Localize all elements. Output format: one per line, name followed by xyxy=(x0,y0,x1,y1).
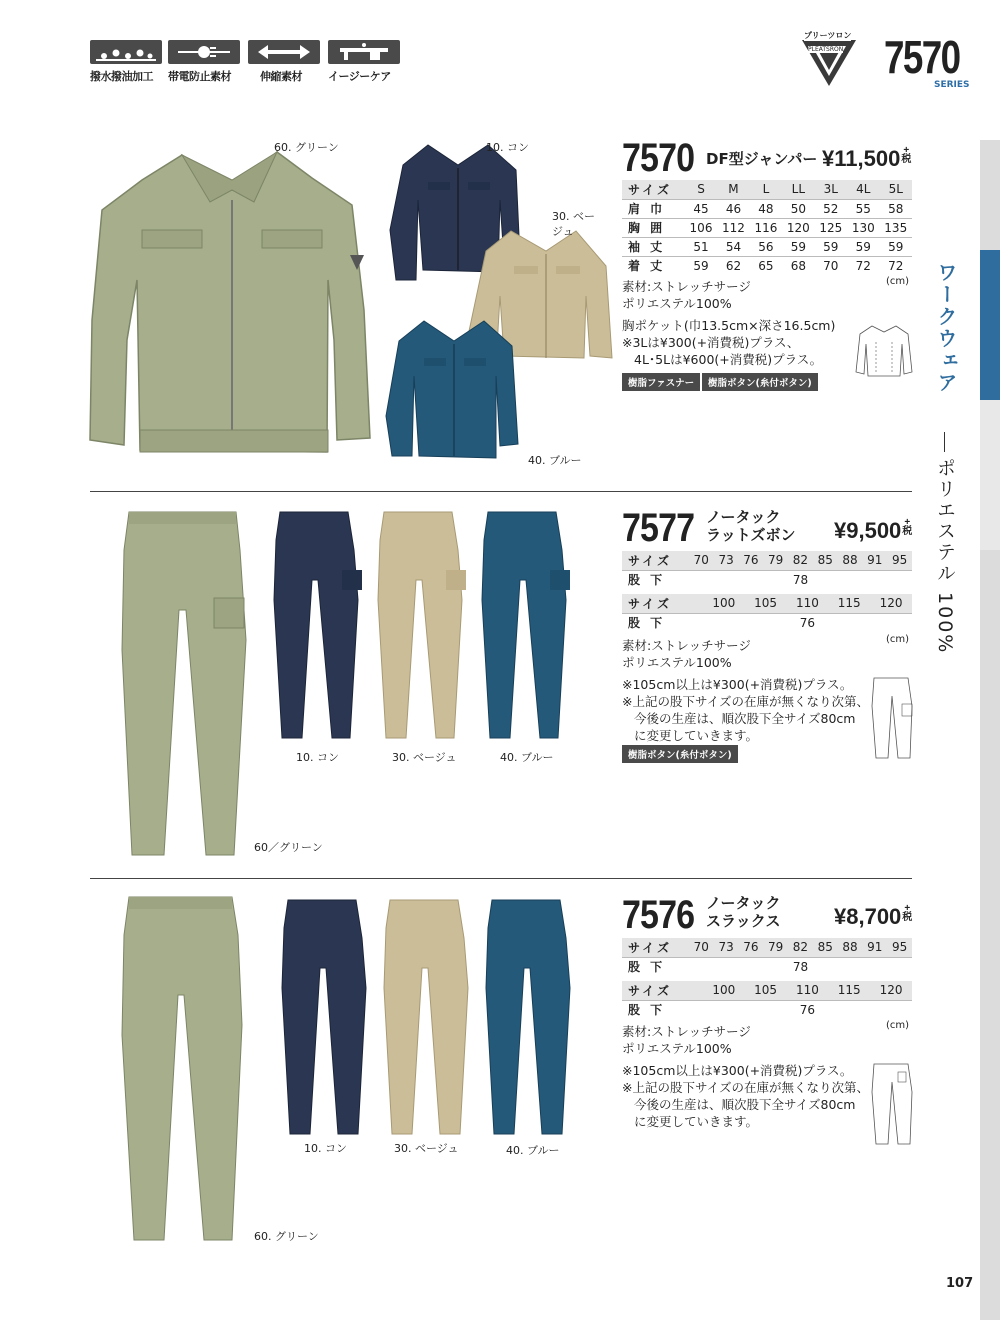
size-cell: 70 xyxy=(815,256,847,275)
brand-logo-sub: PLEATSRON xyxy=(808,46,844,53)
size-cell: L xyxy=(750,180,782,199)
size-cell: 110 xyxy=(787,981,829,1000)
size-cell: 72 xyxy=(847,256,879,275)
iron-easycare-icon xyxy=(328,40,400,64)
size-cell: 115 xyxy=(828,594,870,613)
size-row-label: サイズ xyxy=(622,981,703,1000)
size-cell: 79 xyxy=(763,938,788,957)
product-code: 7576 xyxy=(622,893,695,937)
pants-green-image xyxy=(114,895,250,1245)
size-row-label: サイズ xyxy=(622,594,703,613)
color-caption: 10. コン xyxy=(296,751,339,764)
size-cell: 105 xyxy=(745,594,787,613)
size-table xyxy=(622,938,912,976)
size-cell: 95 xyxy=(887,551,912,570)
product-price: ¥11,500 + 税 xyxy=(822,145,912,171)
size-data-row xyxy=(622,957,912,976)
size-row-label: 肩 巾 xyxy=(622,199,685,218)
size-row-label: サイズ xyxy=(622,551,689,570)
extra-notes: ※105cm以上は¥300(+消費税)プラス。 ※上記の股下サイズの在庫が無くなり次第、 今後の生産は、順次股下全サイズ80cm に変更していきます。 xyxy=(622,1063,869,1129)
size-cell: 59 xyxy=(880,237,913,256)
feature-label: 帯電防止素材 xyxy=(168,70,231,83)
side-divider xyxy=(944,432,945,452)
feature-antistatic xyxy=(168,40,240,84)
size-header-row xyxy=(622,938,912,957)
size-cell: 85 xyxy=(813,551,838,570)
product-code: 7570 xyxy=(622,136,695,180)
product-price: ¥8,700 + 税 xyxy=(834,903,913,929)
size-cell: 76 xyxy=(703,1000,912,1019)
size-cell: 45 xyxy=(685,199,717,218)
size-cell: 100 xyxy=(703,981,745,1000)
size-data-row xyxy=(622,256,912,275)
size-table xyxy=(622,180,912,275)
pants-navy-image xyxy=(270,510,366,740)
pants-beige-image xyxy=(380,898,476,1138)
size-cell: 54 xyxy=(717,237,749,256)
feature-stretch xyxy=(248,40,320,84)
size-table-large xyxy=(622,594,912,632)
size-cell: S xyxy=(685,180,717,199)
color-caption: 40. ブルー xyxy=(500,751,554,764)
size-cell: 56 xyxy=(750,237,782,256)
size-cell: 88 xyxy=(838,938,863,957)
color-caption: 60／グリーン xyxy=(254,841,323,854)
side-tab-section xyxy=(980,400,1000,550)
size-cell: 78 xyxy=(689,570,912,589)
size-cell: 46 xyxy=(717,199,749,218)
size-row-label: 袖 丈 xyxy=(622,237,685,256)
size-row-label: サイズ xyxy=(622,938,689,957)
unit-label: (cm) xyxy=(886,634,910,645)
size-data-row xyxy=(622,218,912,237)
page-number: 107 xyxy=(946,1276,974,1291)
size-cell: 72 xyxy=(880,256,913,275)
feature-label: 伸縮素材 xyxy=(260,70,302,83)
size-cell: 73 xyxy=(714,551,739,570)
size-header-row xyxy=(622,551,912,570)
jacket-line-drawing xyxy=(854,322,914,382)
brand-logo xyxy=(800,32,858,90)
feature-water-repellent xyxy=(90,40,162,84)
feature-badge: 樹脂ボタン(糸付ボタン) xyxy=(702,373,818,391)
size-cell: 85 xyxy=(813,938,838,957)
size-data-row xyxy=(622,613,912,632)
size-cell: 82 xyxy=(788,551,813,570)
size-cell: 48 xyxy=(750,199,782,218)
size-data-row xyxy=(622,1000,912,1019)
size-cell: 91 xyxy=(862,551,887,570)
size-row-label: 股 下 xyxy=(622,957,689,976)
side-tab-active xyxy=(980,250,1000,400)
size-cell: 116 xyxy=(750,218,782,237)
pants-beige-image xyxy=(374,510,470,740)
series-sub: SERIES xyxy=(934,80,970,90)
size-cell: 110 xyxy=(787,594,829,613)
size-row-label: サイズ xyxy=(622,180,685,199)
product-code: 7577 xyxy=(622,506,695,550)
pants-blue-image xyxy=(482,898,578,1138)
size-cell: 55 xyxy=(847,199,879,218)
material-notes: 素材:ストレッチサージ ポリエステル100% xyxy=(622,638,751,670)
size-cell: 76 xyxy=(738,938,763,957)
water-repellent-icon xyxy=(90,40,162,64)
size-cell: 105 xyxy=(745,981,787,1000)
color-caption: 30. ベージュ xyxy=(392,751,457,764)
feature-label: 撥水撥油加工 xyxy=(90,70,153,83)
size-cell: 79 xyxy=(763,551,788,570)
size-data-row xyxy=(622,570,912,589)
size-row-label: 股 下 xyxy=(622,613,703,632)
product-name: DF型ジャンパー xyxy=(706,150,818,168)
size-header-row xyxy=(622,180,912,199)
size-cell: 50 xyxy=(782,199,814,218)
size-cell: 76 xyxy=(738,551,763,570)
size-cell: 88 xyxy=(838,551,863,570)
pants-line-drawing xyxy=(870,1062,914,1146)
size-cell: 106 xyxy=(685,218,717,237)
size-cell: 120 xyxy=(870,594,912,613)
size-cell: 73 xyxy=(714,938,739,957)
pants-green-image xyxy=(114,510,254,860)
extra-notes: ※105cm以上は¥300(+消費税)プラス。 ※上記の股下サイズの在庫が無くなり次第、 今後の生産は、順次股下全サイズ80cm に変更していきます。 xyxy=(622,677,869,743)
size-cell: 65 xyxy=(750,256,782,275)
size-cell: 59 xyxy=(782,237,814,256)
size-cell: 95 xyxy=(887,938,912,957)
size-data-row xyxy=(622,199,912,218)
size-cell: 59 xyxy=(815,237,847,256)
size-cell: 100 xyxy=(703,594,745,613)
size-cell: 91 xyxy=(862,938,887,957)
size-cell: 76 xyxy=(703,613,912,632)
size-cell: LL xyxy=(782,180,814,199)
size-cell: 135 xyxy=(880,218,913,237)
series-number: 7570 xyxy=(884,31,960,83)
size-cell: 51 xyxy=(685,237,717,256)
size-header-row xyxy=(622,981,912,1000)
unit-label: (cm) xyxy=(886,1020,910,1031)
pants-line-drawing xyxy=(870,676,914,760)
feature-easycare xyxy=(328,40,400,84)
size-cell: 5L xyxy=(880,180,913,199)
section-divider xyxy=(90,491,912,492)
size-cell: 78 xyxy=(689,957,912,976)
feature-label: イージーケア xyxy=(328,70,391,83)
size-cell: 52 xyxy=(815,199,847,218)
color-caption: 10. コン xyxy=(304,1142,347,1155)
size-row-label: 股 下 xyxy=(622,1000,703,1019)
color-caption: 30. ベージュ xyxy=(394,1142,459,1155)
material-notes: 素材:ストレッチサージ ポリエステル100% xyxy=(622,1024,751,1056)
color-caption: 30. ベージュ xyxy=(552,210,595,238)
antistatic-plug-icon xyxy=(168,40,240,64)
size-cell: 59 xyxy=(685,256,717,275)
size-cell: 3L xyxy=(815,180,847,199)
pants-navy-image xyxy=(278,898,374,1138)
product-name: ノータック スラックス xyxy=(706,894,781,930)
size-header-row xyxy=(622,594,912,613)
size-cell: 125 xyxy=(815,218,847,237)
unit-label: (cm) xyxy=(886,276,910,287)
size-cell: 120 xyxy=(782,218,814,237)
size-cell: 82 xyxy=(788,938,813,957)
color-caption: 40. ブルー xyxy=(528,454,582,467)
section-divider xyxy=(90,878,912,879)
size-row-label: 着 丈 xyxy=(622,256,685,275)
product-name: ノータック ラットズボン xyxy=(706,508,796,544)
size-cell: 68 xyxy=(782,256,814,275)
color-caption: 60. グリーン xyxy=(254,1230,319,1243)
pants-blue-image xyxy=(478,510,574,740)
size-table xyxy=(622,551,912,589)
size-cell: 59 xyxy=(847,237,879,256)
size-cell: 115 xyxy=(828,981,870,1000)
side-category-label: ワークウェア xyxy=(934,262,958,394)
color-caption: 10. コン xyxy=(486,141,529,154)
size-table-large xyxy=(622,981,912,1019)
size-cell: 120 xyxy=(870,981,912,1000)
size-cell: 112 xyxy=(717,218,749,237)
product-price: ¥9,500 + 税 xyxy=(834,517,913,543)
size-cell: 58 xyxy=(880,199,913,218)
jacket-blue-image xyxy=(384,316,524,466)
size-cell: 70 xyxy=(689,551,714,570)
size-data-row xyxy=(622,237,912,256)
material-notes: 素材:ストレッチサージ ポリエステル100% xyxy=(622,279,751,311)
stretch-arrow-icon xyxy=(248,40,320,64)
extra-notes: 胸ポケット(巾13.5cm×深さ16.5cm) ※3Lは¥300(+消費税)プラス、 4L･5Lは¥600(+消費税)プラス。 xyxy=(622,318,836,367)
size-cell: M xyxy=(717,180,749,199)
side-material-label: ポリエステル 100% xyxy=(934,458,956,655)
color-caption: 40. ブルー xyxy=(506,1144,560,1157)
brand-logo-text: プリーツロン xyxy=(804,31,852,40)
jacket-green-image xyxy=(82,140,382,480)
size-cell: 4L xyxy=(847,180,879,199)
size-row-label: 股 下 xyxy=(622,570,689,589)
feature-badge: 樹脂ボタン(糸付ボタン) xyxy=(622,745,738,763)
feature-badge: 樹脂ファスナー xyxy=(622,373,700,391)
size-cell: 130 xyxy=(847,218,879,237)
size-cell: 70 xyxy=(689,938,714,957)
color-caption: 60. グリーン xyxy=(274,141,339,154)
size-cell: 62 xyxy=(717,256,749,275)
size-row-label: 胸 囲 xyxy=(622,218,685,237)
